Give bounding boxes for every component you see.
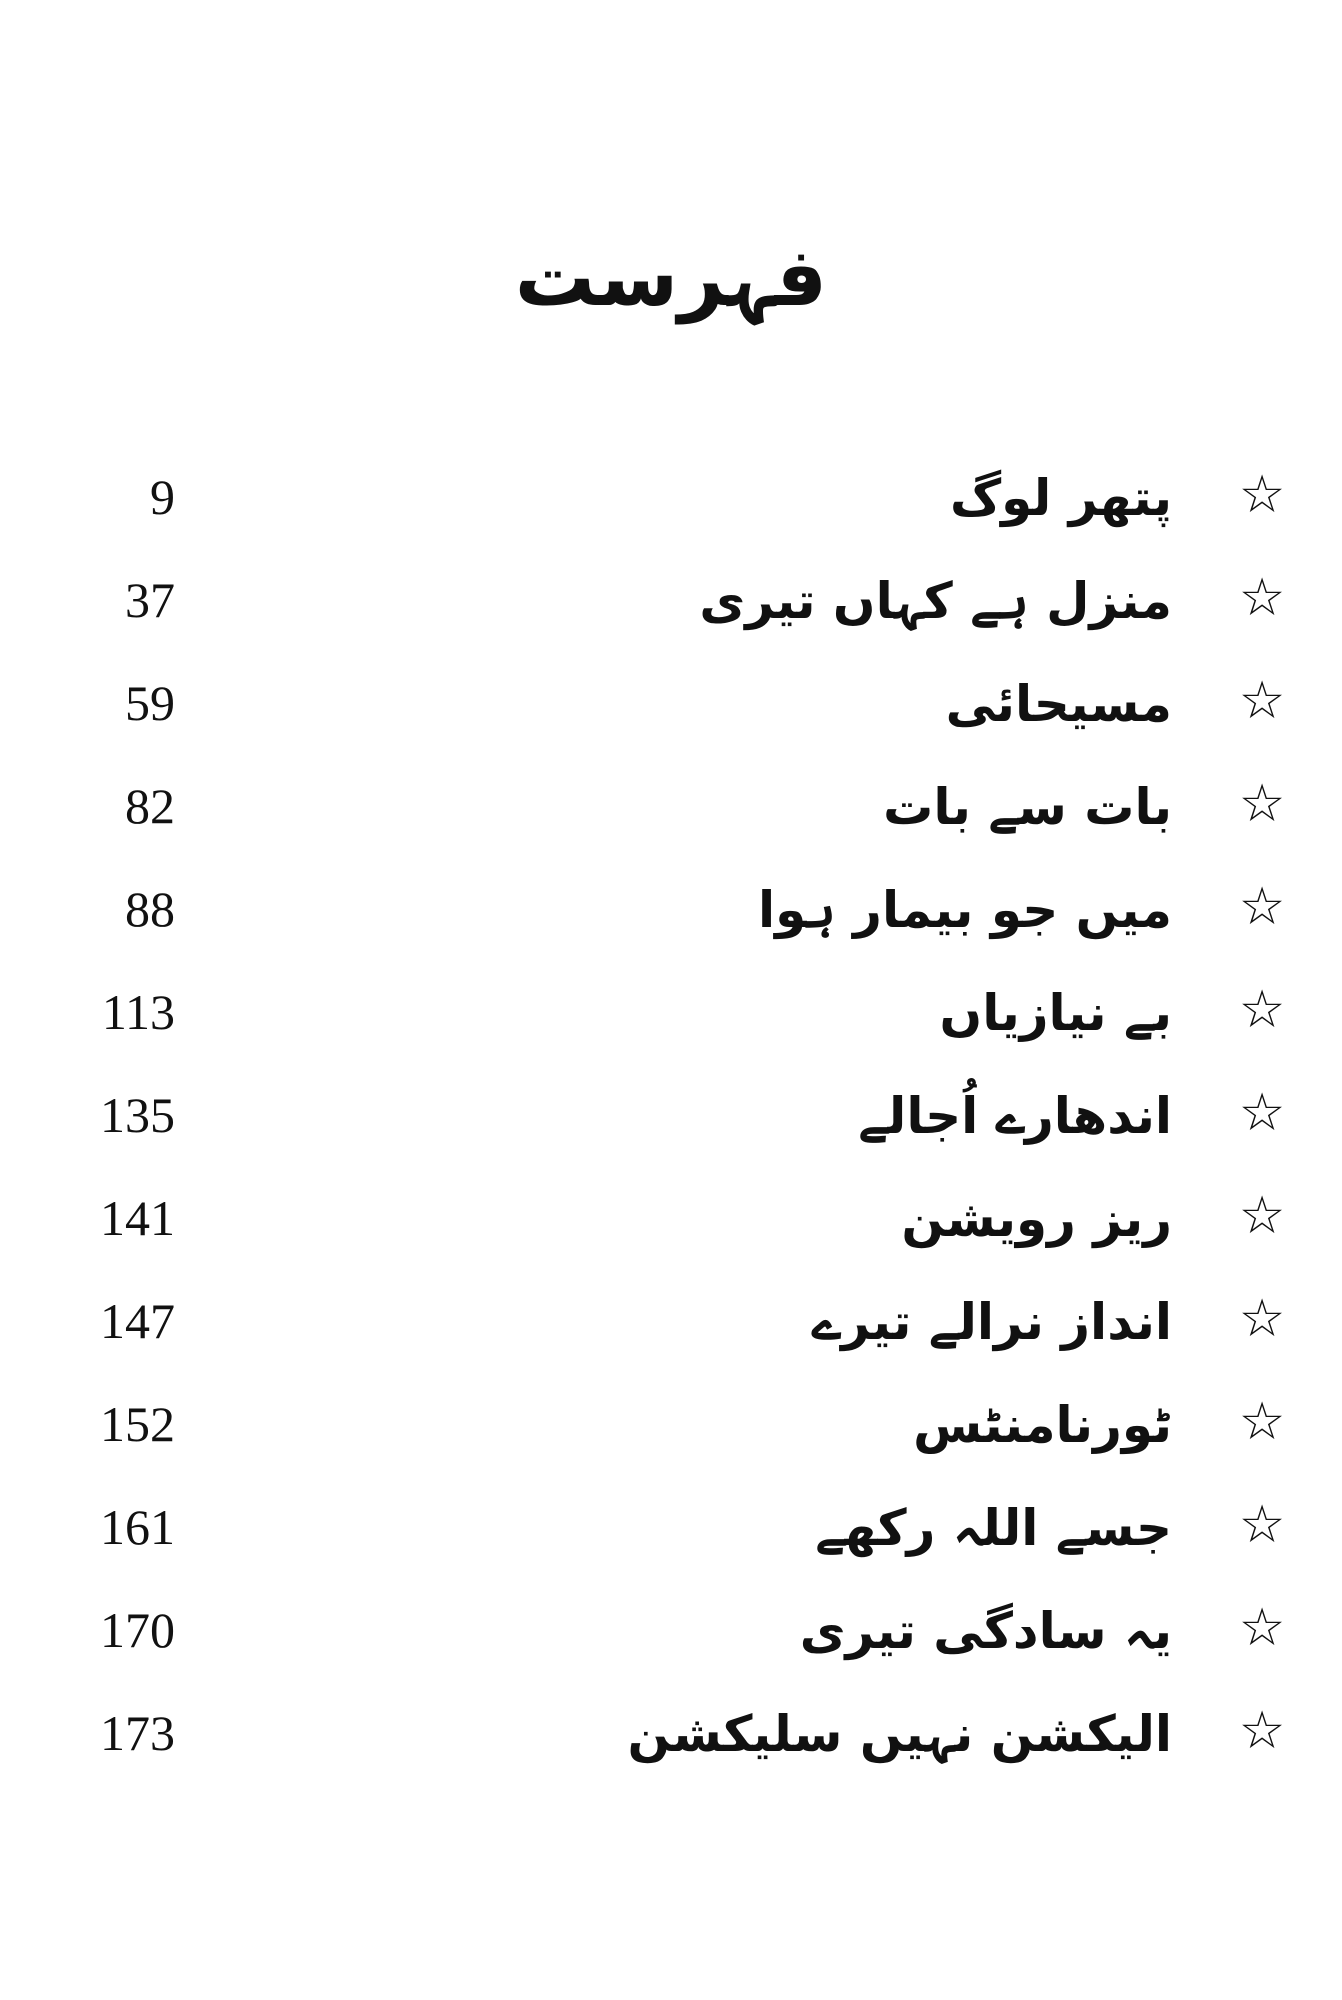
toc-entry-page-number: 88 <box>125 881 175 937</box>
toc-entry-page-number: 37 <box>125 572 175 628</box>
toc-entry-title: یہ سادگی تیری <box>799 1602 1172 1660</box>
toc-entry <box>0 764 1342 867</box>
toc-entry-title: میں جو بیمار ہوا <box>757 881 1172 939</box>
toc-entry-page-number: 9 <box>150 469 175 525</box>
toc-entry-title: انداز نرالے تیرے <box>811 1293 1172 1351</box>
toc-entry-title: ٹورنامنٹس <box>913 1396 1172 1454</box>
toc-entry <box>0 970 1342 1073</box>
toc-entry-page-number: 170 <box>100 1602 175 1658</box>
toc-entry-title: پتھر لوگ <box>949 469 1172 527</box>
toc-entry <box>0 1485 1342 1588</box>
toc-entry-page-number: 147 <box>100 1293 175 1349</box>
toc-entry <box>0 1176 1342 1279</box>
toc-entry-title: ریز رویشن <box>901 1190 1172 1248</box>
star-bullet-icon: ☆ <box>1238 671 1286 731</box>
toc-entry-page-number: 152 <box>100 1396 175 1452</box>
table-of-contents <box>0 455 1342 1794</box>
toc-entry <box>0 867 1342 970</box>
toc-entry <box>0 455 1342 558</box>
page-title: فہرست <box>514 231 828 324</box>
toc-entry <box>0 1588 1342 1691</box>
toc-entry-title: بات سے بات <box>883 778 1172 836</box>
star-bullet-icon: ☆ <box>1238 1701 1286 1761</box>
star-bullet-icon: ☆ <box>1238 1598 1286 1658</box>
toc-entry <box>0 558 1342 661</box>
toc-entry <box>0 1279 1342 1382</box>
toc-entry-page-number: 82 <box>125 778 175 834</box>
toc-entry <box>0 1382 1342 1485</box>
star-bullet-icon: ☆ <box>1238 877 1286 937</box>
toc-entry-page-number: 173 <box>100 1705 175 1761</box>
toc-entry-page-number: 113 <box>101 984 175 1040</box>
toc-entry-page-number: 161 <box>100 1499 175 1555</box>
toc-entry-page-number: 141 <box>100 1190 175 1246</box>
star-bullet-icon: ☆ <box>1238 1495 1286 1555</box>
toc-entry-title: مسیحائی <box>945 675 1172 733</box>
toc-entry <box>0 1073 1342 1176</box>
star-bullet-icon: ☆ <box>1238 1289 1286 1349</box>
toc-entry <box>0 1691 1342 1794</box>
star-bullet-icon: ☆ <box>1238 465 1286 525</box>
toc-entry-title: منزل ہے کہاں تیری <box>699 572 1172 630</box>
toc-entry-title: جسے اللہ رکھے <box>815 1499 1172 1557</box>
star-bullet-icon: ☆ <box>1238 980 1286 1040</box>
toc-entry-page-number: 135 <box>100 1087 175 1143</box>
star-bullet-icon: ☆ <box>1238 1083 1286 1143</box>
toc-entry-title: اندھارے اُجالے <box>858 1087 1172 1145</box>
star-bullet-icon: ☆ <box>1238 568 1286 628</box>
star-bullet-icon: ☆ <box>1238 1392 1286 1452</box>
toc-entry-title: الیکشن نہیں سلیکشن <box>627 1705 1172 1763</box>
star-bullet-icon: ☆ <box>1238 1186 1286 1246</box>
toc-entry-page-number: 59 <box>125 675 175 731</box>
star-bullet-icon: ☆ <box>1238 774 1286 834</box>
toc-entry-title: بے نیازیاں <box>939 984 1172 1042</box>
toc-entry <box>0 661 1342 764</box>
